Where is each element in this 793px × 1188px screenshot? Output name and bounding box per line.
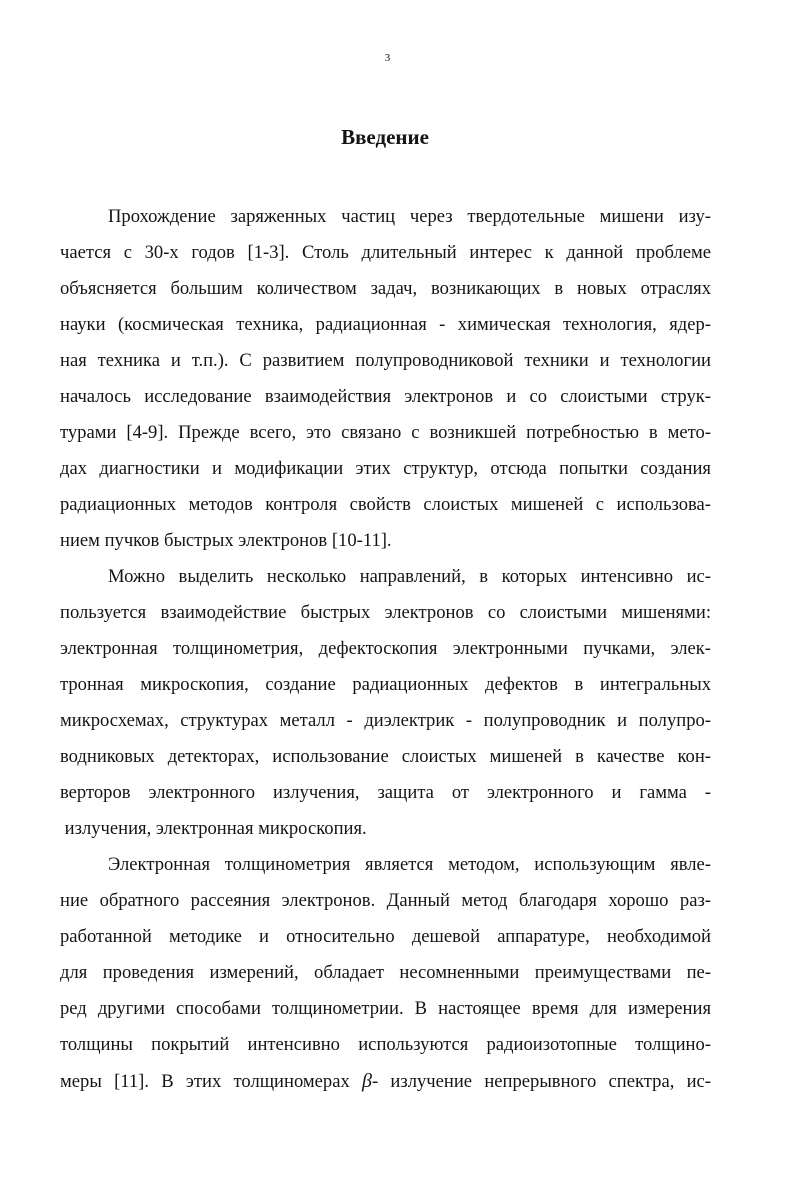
- text-line: тронная микроскопия, создание радиационных дефектов в интегральных: [60, 674, 711, 695]
- text-line: микросхемах, структурах металл - диэлектрик - полупроводник и полупро-: [60, 710, 711, 731]
- text-line: объясняется большим количеством задач, возникающих в новых отраслях: [60, 278, 711, 299]
- text-line: чается с 30-х годов [1-3]. Столь длительный интерес к данной проблеме: [60, 242, 711, 263]
- text-fragment: - излучение непрерывного спектра, ис-: [371, 1071, 711, 1092]
- text-line: пользуется взаимодействие быстрых электронов со слоистыми мишенями:: [60, 602, 711, 623]
- text-line: нием пучков быстрых электронов [10-11].: [60, 530, 392, 551]
- beta-symbol: β: [362, 1070, 372, 1092]
- text-line: верторов электронного излучения, защита от электронного и гамма -: [60, 782, 711, 803]
- text-line: толщины покрытий интенсивно используются радиоизотопные толщино-: [60, 1034, 711, 1055]
- text-fragment: меры [11]. В этих толщиномерах: [60, 1071, 363, 1092]
- text-line: радиационных методов контроля свойств слоистых мишеней с использова-: [60, 494, 711, 515]
- text-line: турами [4-9]. Прежде всего, это связано с возникшей потребностью в мето-: [60, 422, 711, 443]
- text-line: науки (космическая техника, радиационная - химическая технология, ядер-: [60, 314, 711, 335]
- text-line: ние обратного рассеяния электронов. Данный метод благодаря хорошо раз-: [60, 890, 711, 911]
- text-line: электронная толщинометрия, дефектоскопия электронными пучками, элек-: [60, 638, 711, 659]
- text-line: для проведения измерений, обладает несомненными преимуществами пе-: [60, 962, 711, 983]
- text-line: Прохождение заряженных частиц через твердотельные мишени изу-: [108, 206, 711, 227]
- text-line: Электронная толщинометрия является методом, использующим явле-: [108, 854, 711, 875]
- text-line: работанной методике и относительно дешевой аппаратуре, необходимой: [60, 926, 711, 947]
- text-line: ная техника и т.п.). С развитием полупроводниковой техники и технологии: [60, 350, 711, 371]
- text-line: дах диагностики и модификации этих структур, отсюда попытки создания: [60, 458, 711, 479]
- text-line: Можно выделить несколько направлений, в которых интенсивно ис-: [108, 566, 711, 587]
- text-line: [60, 1068, 711, 1095]
- text-line: ред другими способами толщинометрии. В настоящее время для измерения: [60, 998, 711, 1019]
- page-number: 3: [384, 52, 391, 64]
- text-line: началось исследование взаимодействия электронов и со слоистыми струк-: [60, 386, 711, 407]
- section-title: Введение: [341, 125, 429, 149]
- text-line: водниковых детекторах, использование слоистых мишеней в качестве кон-: [60, 746, 711, 767]
- text-line: излучения, электронная микроскопия.: [60, 818, 367, 839]
